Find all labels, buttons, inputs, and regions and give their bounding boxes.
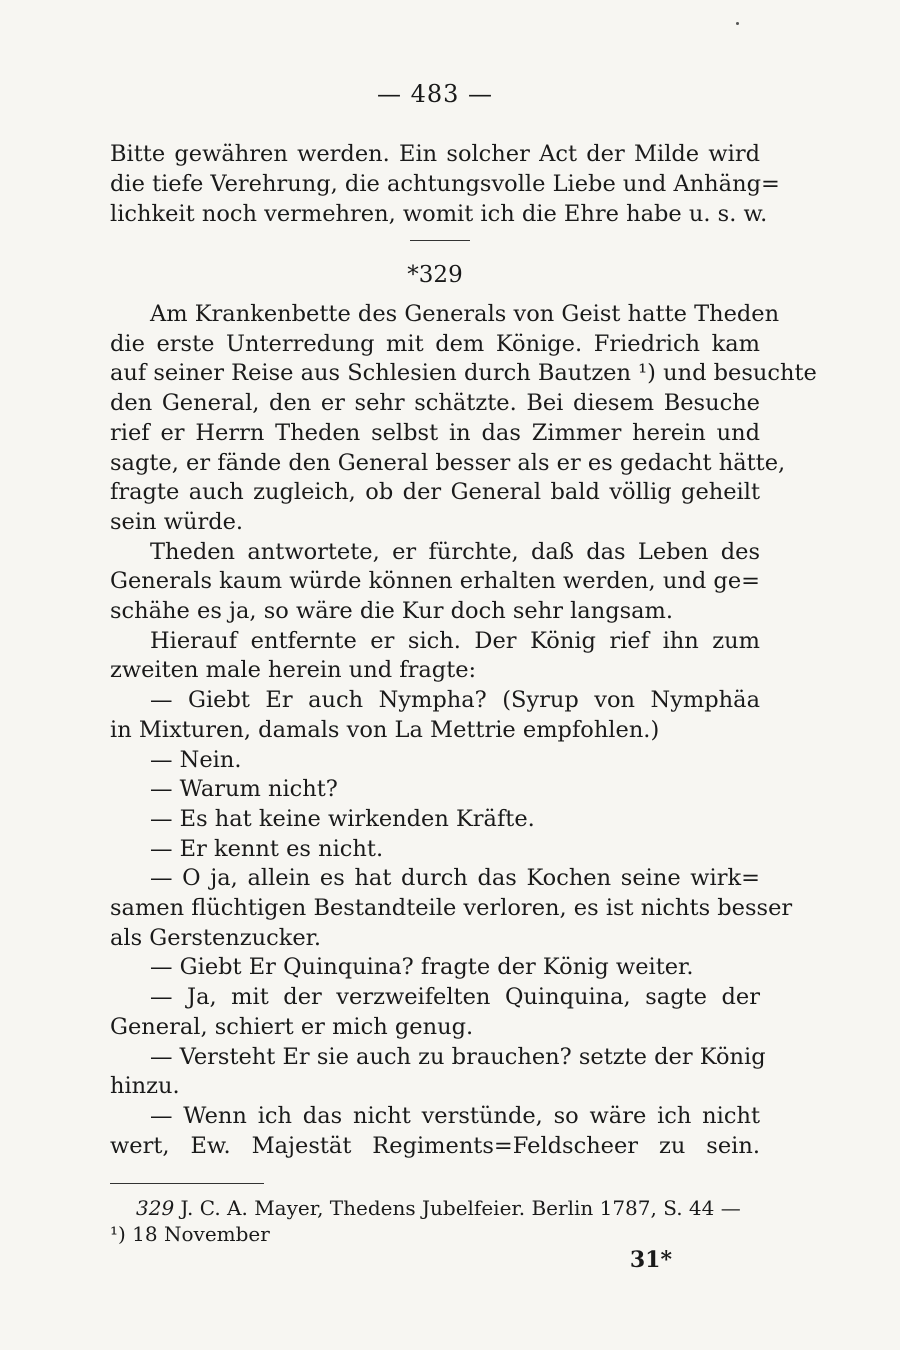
printer-signature: 31* bbox=[629, 1247, 672, 1273]
body-line: rief er Herrn Theden selbst in das Zimmer herein und bbox=[110, 419, 760, 446]
body-line: — Nein. bbox=[150, 746, 242, 773]
body-line: als Gerstenzucker. bbox=[110, 924, 322, 951]
body-line: auf seiner Reise aus Schlesien durch Bautzen ¹) und besuchte bbox=[110, 360, 817, 387]
body-line: — Giebt Er auch Nympha? (Syrup von Nymphäa bbox=[150, 687, 760, 714]
body-line: Generals kaum würde können erhalten werden, und ge= bbox=[110, 568, 760, 595]
body-line: — Warum nicht? bbox=[150, 776, 338, 803]
body-line: den General, den er sehr schätzte. Bei diesem Besuche bbox=[110, 390, 760, 417]
page-number: — 483 — bbox=[376, 80, 494, 108]
book-page bbox=[110, 0, 817, 1350]
body-line: — Versteht Er sie auch zu brauchen? setzte der König bbox=[150, 1043, 766, 1070]
body-line: zweiten male herein und fragte: bbox=[110, 657, 477, 684]
body-line: die erste Unterredung mit dem Könige. Friedrich kam bbox=[110, 330, 760, 357]
body-line: sagte, er fände den General besser als er es gedacht hätte, bbox=[110, 449, 786, 476]
body-line: General, schiert er mich genug. bbox=[110, 1013, 474, 1040]
body-line: — Giebt Er Quinquina? fragte der König weiter. bbox=[150, 954, 694, 981]
body-line: fragte auch zugleich, ob der General bald völlig geheilt bbox=[110, 479, 760, 506]
body-line: Theden antwortete, er fürchte, daß das Leben des bbox=[150, 538, 760, 565]
footnote-source bbox=[136, 1195, 741, 1221]
body-line: wert, Ew. Majestät Regiments=Feldscheer zu sein. bbox=[110, 1132, 760, 1159]
body-line: samen flüchtigen Bestandteile verloren, es ist nichts besser bbox=[110, 895, 793, 921]
body-line: Am Krankenbette des Generals von Geist hatte Theden bbox=[150, 301, 780, 327]
footnote-source-number: 329 bbox=[136, 1196, 175, 1220]
body-line: schähe es ja, so wäre die Kur doch sehr langsam. bbox=[110, 598, 674, 624]
body-line: — Es hat keine wirkenden Kräfte. bbox=[150, 805, 535, 832]
footnote-source-text: J. C. A. Mayer, Thedens Jubelfeier. Berlin 1787, S. 44 — bbox=[180, 1196, 741, 1220]
body-line: sein würde. bbox=[110, 508, 244, 535]
section-divider bbox=[410, 240, 470, 241]
body-line: hinzu. bbox=[110, 1073, 180, 1100]
body-line: — Er kennt es nicht. bbox=[150, 835, 384, 862]
body-line: — Ja, mit der verzweifelten Quinquina, sagte der bbox=[150, 984, 760, 1011]
continuation-line: lichkeit noch vermehren, womit ich die Ehre habe u. s. w. bbox=[110, 201, 768, 227]
footnote-1: ¹) 18 November bbox=[110, 1222, 270, 1246]
body-line: Hierauf entfernte er sich. Der König rief ihn zum bbox=[150, 627, 760, 654]
footnote-rule bbox=[110, 1183, 264, 1184]
body-line: — O ja, allein es hat durch das Kochen seine wirk= bbox=[150, 865, 760, 892]
body-line: — Wenn ich das nicht verstünde, so wäre ich nicht bbox=[150, 1102, 760, 1129]
body-line: in Mixturen, damals von La Mettrie empfohlen.) bbox=[110, 716, 660, 743]
entry-number: *329 bbox=[407, 262, 463, 288]
continuation-line: die tiefe Verehrung, die achtungsvolle Liebe und Anhäng= bbox=[110, 171, 780, 197]
continuation-line: Bitte gewähren werden. Ein solcher Act der Milde wird bbox=[110, 141, 760, 167]
